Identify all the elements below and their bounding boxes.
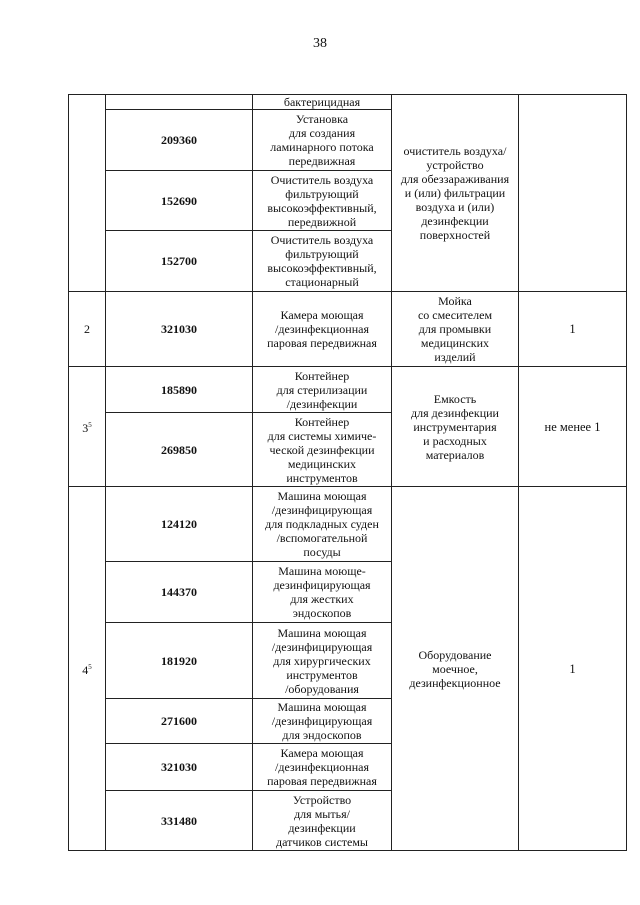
device-name-cell: Машина моющая /дезинфицирующая для эндоскопов (253, 699, 392, 744)
device-name-cell: Очиститель воздуха фильтрующий высокоэффективный, стационарный (253, 231, 392, 292)
code-cell: 321030 (106, 744, 253, 791)
item-number-cell (69, 95, 106, 292)
code-cell: 152690 (106, 171, 253, 231)
device-name-cell: Контейнер для системы химиче- ческой дезинфекции медицинских инструментов (253, 413, 392, 487)
device-name-cell: Машина моюще- дезинфицирующая для жестких эндоскопов (253, 562, 392, 623)
table-row (69, 487, 627, 562)
code-cell: 185890 (106, 367, 253, 413)
equipment-table (68, 94, 627, 851)
device-name-cell: Камера моющая /дезинфекционная паровая передвижная (253, 292, 392, 367)
code-cell: 271600 (106, 699, 253, 744)
code-cell: 152700 (106, 231, 253, 292)
equipment-type-cell: Мойка со смесителем для промывки медицинских изделий (392, 292, 519, 367)
code-cell: 181920 (106, 623, 253, 699)
code-cell: 124120 (106, 487, 253, 562)
quantity-cell: 1 (519, 487, 627, 851)
code-cell (106, 95, 253, 110)
equipment-type-cell: Оборудование моечное, дезинфекционное (392, 487, 519, 851)
quantity-cell: не менее 1 (519, 367, 627, 487)
item-number-cell: $4^5$ (69, 487, 106, 851)
quantity-cell: 1 (519, 292, 627, 367)
code-cell: 209360 (106, 110, 253, 171)
equipment-type-cell: Емкость для дезинфекции инструментария и расходных материалов (392, 367, 519, 487)
code-cell: 144370 (106, 562, 253, 623)
quantity-cell (519, 95, 627, 292)
code-cell: 331480 (106, 791, 253, 851)
device-name-cell: Машина моющая /дезинфицирующая для хирургических инструментов /оборудования (253, 623, 392, 699)
item-number-cell: $3^5$ (69, 367, 106, 487)
device-name-cell: Машина моющая /дезинфицирующая для подкладных суден /вспомогательной посуды (253, 487, 392, 562)
device-name-cell: Контейнер для стерилизации /дезинфекции (253, 367, 392, 413)
code-cell: 269850 (106, 413, 253, 487)
equipment-type-cell: очиститель воздуха/ устройство для обеззараживания и (или) фильтрации воздуха и (или) дезинфекции поверхностей (392, 95, 519, 292)
device-name-cell: бактерицидная (253, 95, 392, 110)
table-row (69, 367, 627, 413)
device-name-cell: Устройство для мытья/ дезинфекции датчиков системы (253, 791, 392, 851)
page-number: 38 (313, 36, 327, 51)
code-cell: 321030 (106, 292, 253, 367)
device-name-cell: Камера моющая /дезинфекционная паровая передвижная (253, 744, 392, 791)
device-name-cell: Установка для создания ламинарного потока передвижная (253, 110, 392, 171)
table-row (69, 292, 627, 367)
device-name-cell: Очиститель воздуха фильтрующий высокоэффективный, передвижной (253, 171, 392, 231)
item-number-cell: 2 (69, 292, 106, 367)
table-row (69, 95, 627, 110)
